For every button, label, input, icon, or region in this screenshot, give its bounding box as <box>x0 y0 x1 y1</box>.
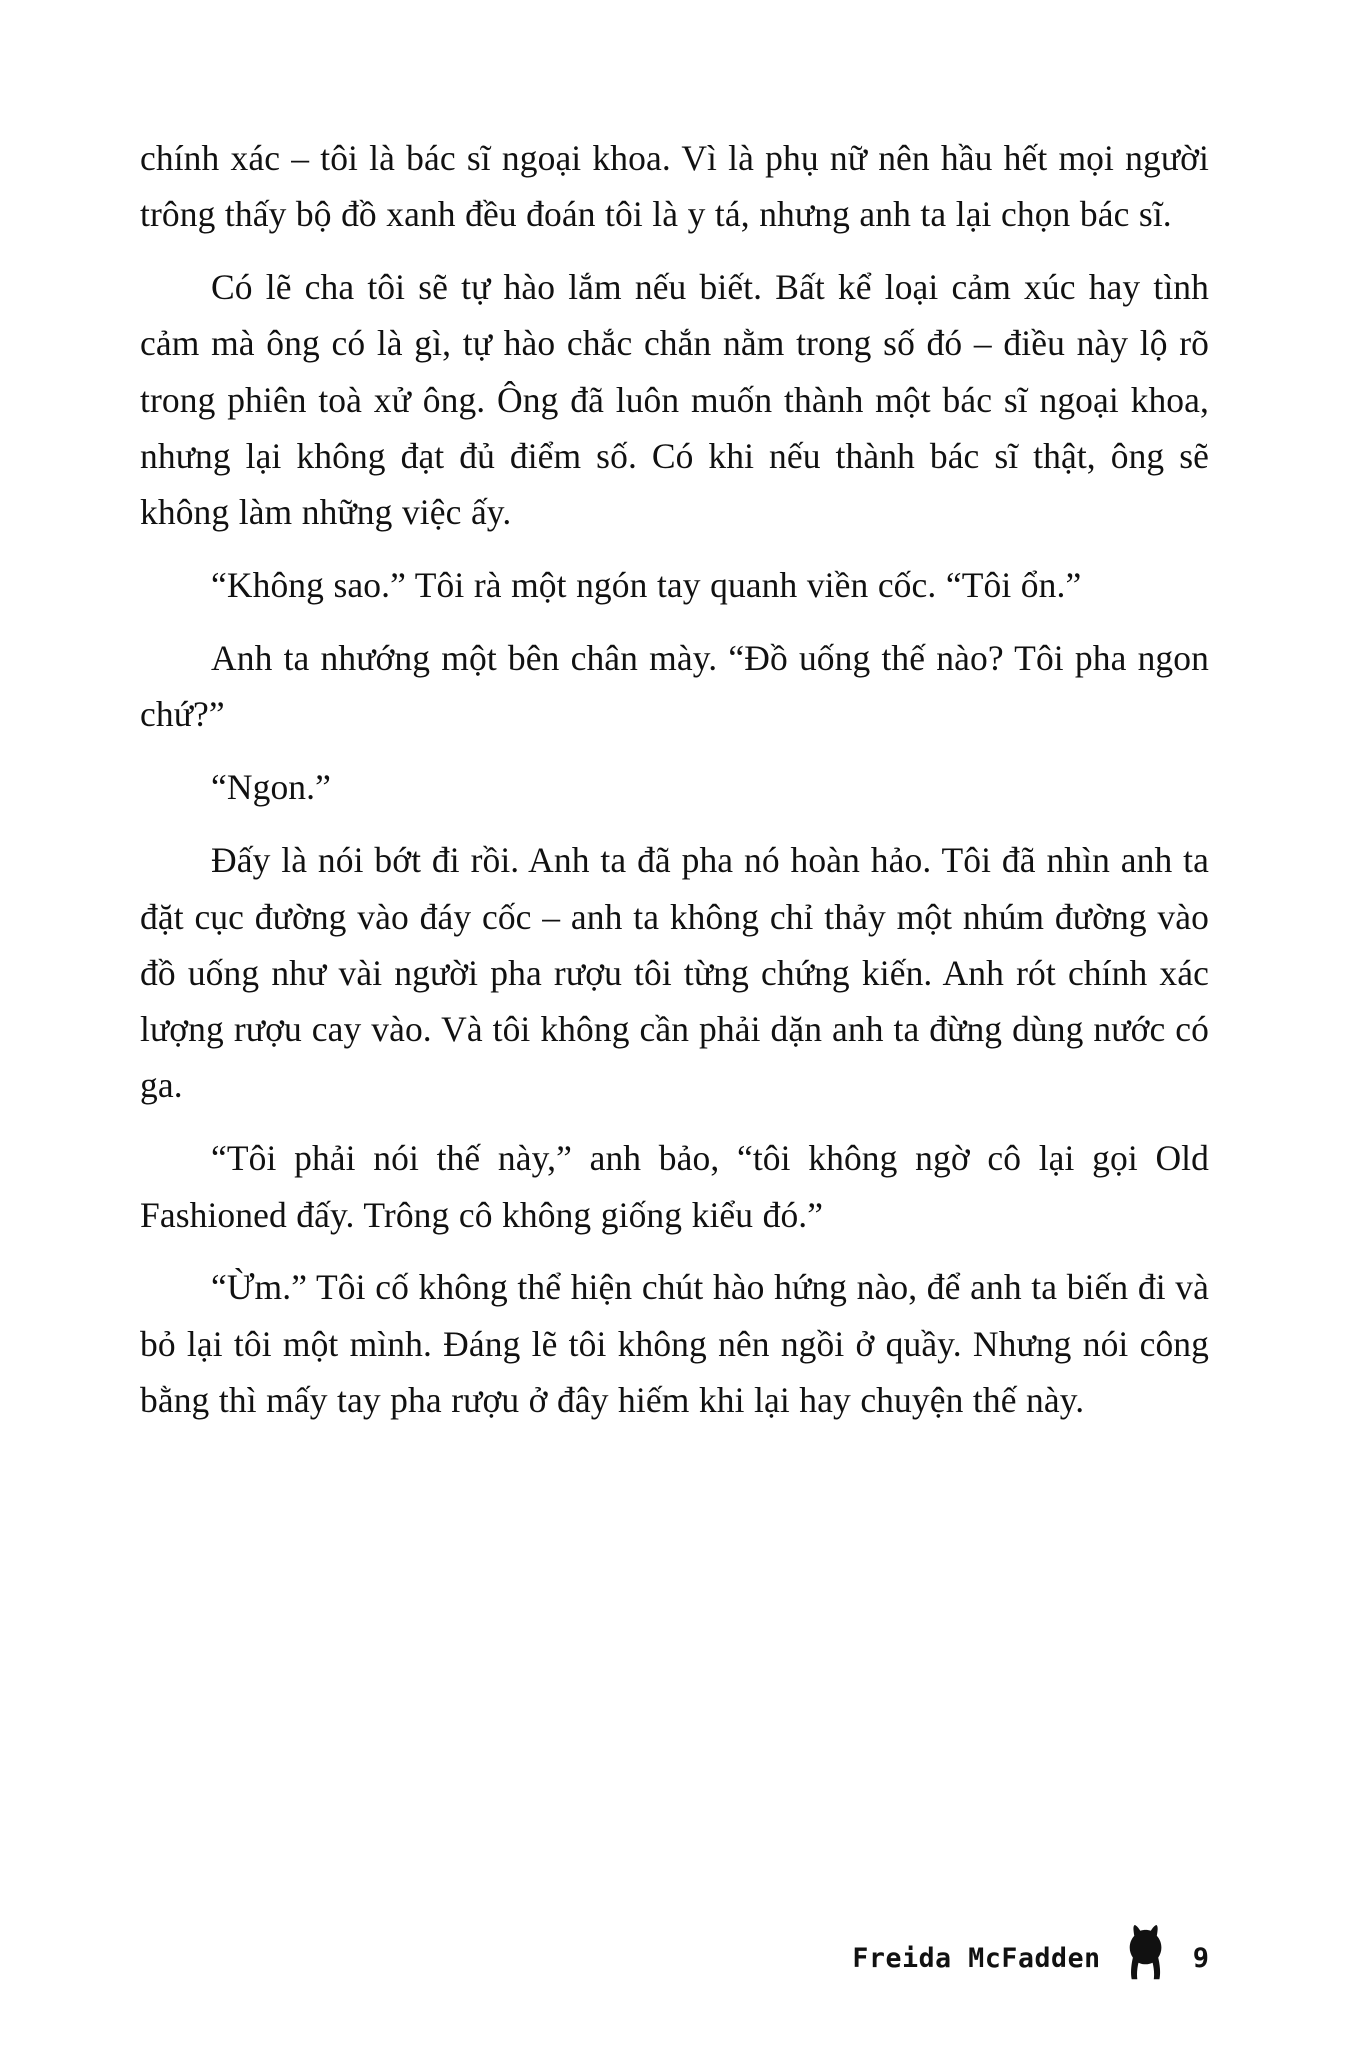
paragraph: “Tôi phải nói thế này,” anh bảo, “tôi không ngờ cô lại gọi Old Fashioned đấy. Trông cô không giống kiểu đó.” <box>140 1138 1209 1235</box>
paragraph: “Ngon.” <box>211 767 331 808</box>
cat-icon <box>1123 1924 1167 1980</box>
footer-content <box>852 1924 1209 1980</box>
paragraph: Có lẽ cha tôi sẽ tự hào lắm nếu biết. Bất kể loại cảm xúc hay tình cảm mà ông có là gì, tự hào chắc chắn nằm trong số đó – điều này lộ rõ trong phiên toà xử ông. Ông đã luôn muốn thành một bác sĩ ngoại khoa, nhưng lại không đạt đủ điểm số. Có khi nếu thành bác sĩ thật, ông sẽ không làm những việc ấy. <box>140 267 1209 533</box>
paragraph: “Không sao.” Tôi rà một ngón tay quanh viền cốc. “Tôi ổn.” <box>211 565 1082 606</box>
author-name: Freida McFadden <box>852 1943 1101 1974</box>
paragraph: Anh ta nhướng một bên chân mày. “Đồ uống thế nào? Tôi pha ngon chứ?” <box>140 638 1209 735</box>
paragraph: Đấy là nói bớt đi rồi. Anh ta đã pha nó hoàn hảo. Tôi đã nhìn anh ta đặt cục đường vào đáy cốc – anh ta không chỉ thảy một nhúm đường vào đồ uống như vài người pha rượu tôi từng chứng kiến. Anh rót chính xác lượng rượu cay vào. Và tôi không cần phải dặn anh ta đừng dùng nước có ga. <box>140 840 1209 1106</box>
paragraph: chính xác – tôi là bác sĩ ngoại khoa. Vì là phụ nữ nên hầu hết mọi người trông thấy bộ đồ xanh đều đoán tôi là y tá, nhưng anh ta lại chọn bác sĩ. <box>140 138 1209 235</box>
page-footer <box>140 1910 1209 1980</box>
paragraph: “Ừm.” Tôi cố không thể hiện chút hào hứng nào, để anh ta biến đi và bỏ lại tôi một mình. Đáng lẽ tôi không nên ngồi ở quầy. Nhưng nói công bằng thì mấy tay pha rượu ở đây hiếm khi lại hay chuyện thế này. <box>140 1267 1209 1421</box>
page-number: 9 <box>1192 1943 1209 1974</box>
page-body <box>140 130 1209 1428</box>
